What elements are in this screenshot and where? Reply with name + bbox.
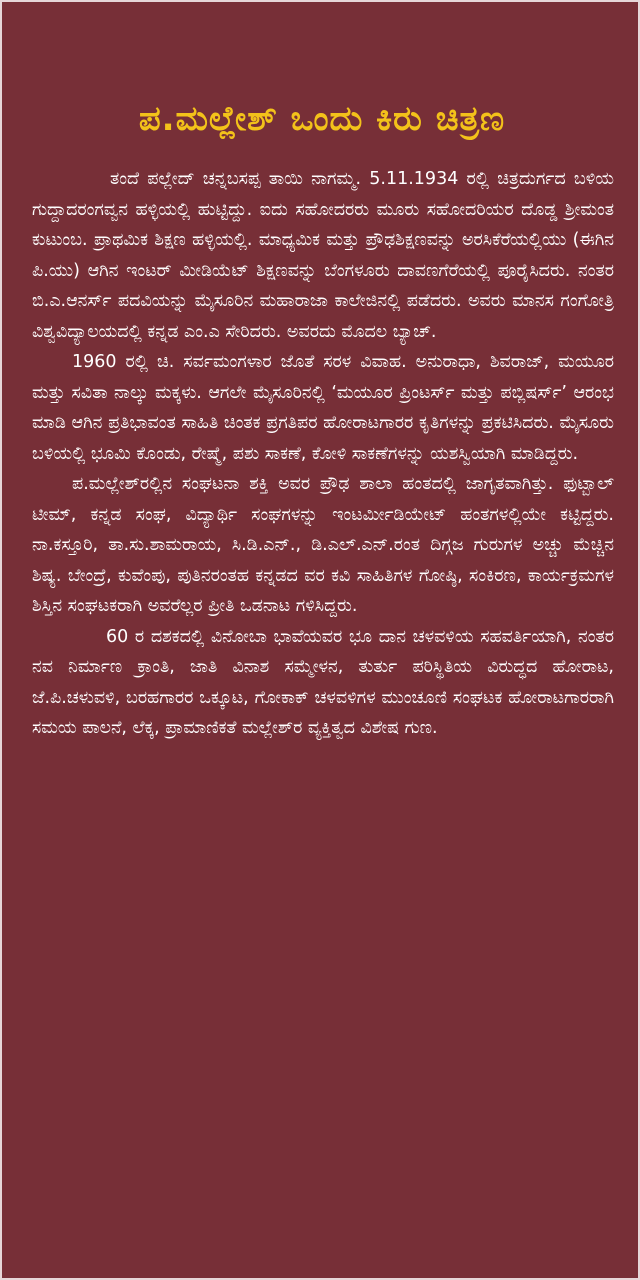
page-title: ಪ.ಮಲ್ಲೇಶ್ ಒಂದು ಕಿರು ಚಿತ್ರಣ [138, 98, 506, 139]
paragraph-marriage-family: 1960 ರಲ್ಲಿ ಚಿ. ಸರ್ವಮಂಗಳಾರ ಜೊತೆ ಸರಳ ವಿವಾಹ. ಅನುರಾಧಾ, ಶಿವರಾಜ್, ಮಯೂರ ಮತ್ತು ಸವಿತಾ ನಾಲ್ಕು ಮಕ್ಕಳು. ಆಗಲೇ ಮೈಸೂರಿನಲ್ಲಿ ‘ಮಯೂರ ಪ್ರಿಂಟರ್ಸ್ ಮತ್ತು ಪಬ್ಲಿಷರ್ಸ್’ ಆರಂಭ ಮಾಡಿ ಆಗಿನ ಪ್ರತಿಭಾವಂತ ಸಾಹಿತಿ ಚಿಂತಕ ಪ್ರಗತಿಪರ ಹೋರಾಟಗಾರರ ಕೃತಿಗಳನ್ನು ಪ್ರಕಟಿಸಿದರು. ಮೈಸೂರು ಬಳಿಯಲ್ಲಿ ಭೂಮಿ ಕೊಂಡು, ರೇಷ್ಮೆ, ಪಶು ಸಾಕಣೆ, ಕೋಳಿ ಸಾಕಣೆಗಳನ್ನು ಯಶಸ್ವಿಯಾಗಿ ಮಾಡಿದ್ದರು. [32, 352, 614, 464]
paragraph-organizing-skills: ಪ.ಮಲ್ಲೇಶ್‌ರಲ್ಲಿನ ಸಂಘಟನಾ ಶಕ್ತಿ ಅವರ ಪ್ರೌಢ ಶಾಲಾ ಹಂತದಲ್ಲಿ ಜಾಗೃತವಾಗಿತ್ತು. ಫುಟ್ಬಾಲ್ ಟೀಮ್, ಕನ್ನಡ ಸಂಘ, ವಿದ್ಯಾರ್ಥಿ ಸಂಘಗಳನ್ನು ಇಂಟರ್ಮೀಡಿಯೇಟ್ ಹಂತಗಳಲ್ಲಿಯೇ ಕಟ್ಟಿದ್ದರು. ನಾ.ಕಸ್ತೂರಿ, ತಾ.ಸು.ಶಾಮರಾಯ, ಸಿ.ಡಿ.ಎನ್., ಡಿ.ಎಲ್.ಎನ್.ರಂತ ದಿಗ್ಗಜ ಗುರುಗಳ ಅಚ್ಚು ಮೆಚ್ಚಿನ ಶಿಷ್ಯ. ಬೇಂದ್ರೆ, ಕುವೆಂಪು, ಪುತಿನರಂತಹ ಕನ್ನಡದ ವರ ಕವಿ ಸಾಹಿತಿಗಳ ಗೋಷ್ಠಿ, ಸಂಕಿರಣ, ಕಾರ್ಯಕ್ರಮಗಳ ಶಿಸ್ತಿನ ಸಂಘಟಕರಾಗಿ ಅವರೆಲ್ಲರ ಪ್ರೀತಿ ಒಡನಾಟ ಗಳಿಸಿದ್ದರು. [32, 474, 614, 616]
article-body [32, 164, 614, 744]
paragraph-biography-early-life: ತಂದೆ ಪಲ್ಲೇದ್ ಚನ್ನಬಸಪ್ಪ ತಾಯಿ ನಾಗಮ್ಮ. 5.11.1934 ರಲ್ಲಿ ಚಿತ್ರದುರ್ಗದ ಬಳಿಯ ಗುದ್ದಾದರಂಗವ್ವನ ಹಳ್ಳಿಯಲ್ಲಿ ಹುಟ್ಟಿದ್ದು. ಐದು ಸಹೋದರರು ಮೂರು ಸಹೋದರಿಯರ ದೊಡ್ಡ ಶ್ರೀಮಂತ ಕುಟುಂಬ. ಪ್ರಾಥಮಿಕ ಶಿಕ್ಷಣ ಹಳ್ಳಿಯಲ್ಲಿ. ಮಾಧ್ಯಮಿಕ ಮತ್ತು ಪ್ರೌಢಶಿಕ್ಷಣವನ್ನು ಅರಸಿಕೆರೆಯಲ್ಲಿಯು (ಈಗಿನ ಪಿ.ಯು) ಆಗಿನ ಇಂಟರ್ ಮೀಡಿಯೆಟ್ ಶಿಕ್ಷಣವನ್ನು ಬೆಂಗಳೂರು ದಾವಣಗೆರೆಯಲ್ಲಿ ಪೂರೈಸಿದರು. ನಂತರ ಬಿ.ಎ.ಆನರ್ಸ್ ಪದವಿಯನ್ನು ಮೈಸೂರಿನ ಮಹಾರಾಜಾ ಕಾಲೇಜಿನಲ್ಲಿ ಪಡೆದರು. ಅವರು ಮಾನಸ ಗಂಗೋತ್ರಿ ವಿಶ್ವವಿದ್ಯಾಲಯದಲ್ಲಿ ಕನ್ನಡ ಎಂ.ಎ ಸೇರಿದರು. ಅವರದು ಮೊದಲ ಬ್ಯಾಚ್. [32, 169, 614, 342]
paragraph-movements: 60 ರ ದಶಕದಲ್ಲಿ ವಿನೋಬಾ ಭಾವೆಯವರ ಭೂ ದಾನ ಚಳವಳಿಯ ಸಹವರ್ತಿಯಾಗಿ, ನಂತರ ನವ ನಿರ್ಮಾಣ ಕ್ರಾಂತಿ, ಜಾತಿ ವಿನಾಶ ಸಮ್ಮೇಳನ, ತುರ್ತು ಪರಿಸ್ಥಿತಿಯ ವಿರುದ್ಧದ ಹೋರಾಟ, ಜೆ.ಪಿ.ಚಳುವಳಿ, ಬರಹಗಾರರ ಒಕ್ಕೂಟ, ಗೋಕಾಕ್ ಚಳವಳಿಗಳ ಮುಂಚೂಣಿ ಸಂಘಟಕ ಹೋರಾಟಗಾರರಾಗಿ ಸಮಯ ಪಾಲನೆ, ಲೆಕ್ಕ, ಪ್ರಾಮಾಣಿಕತೆ ಮಲ್ಲೇಶ್‌ರ ವ್ಯಕ್ತಿತ್ವದ ವಿಶೇಷ ಗುಣ. [32, 626, 614, 738]
